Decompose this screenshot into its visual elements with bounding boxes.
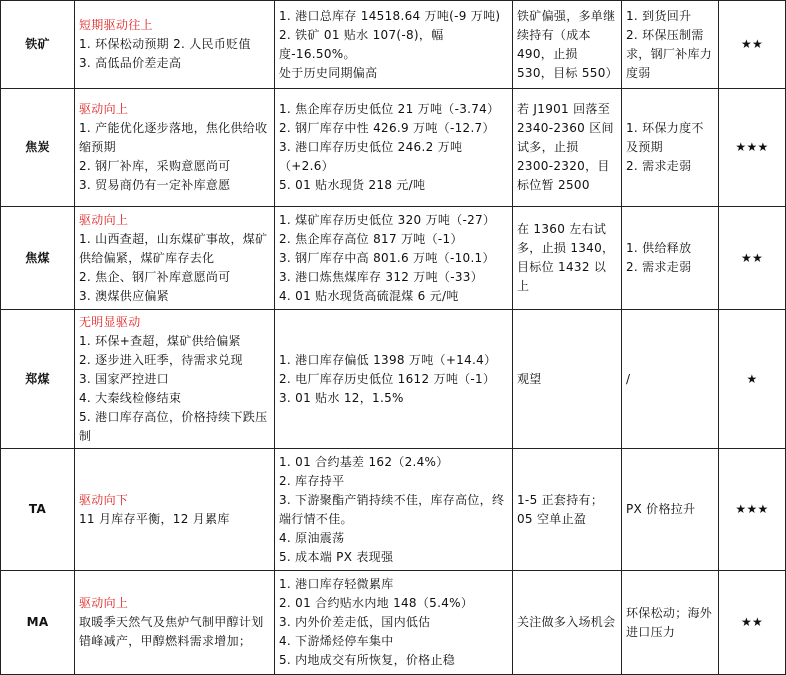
table-row [1, 207, 786, 310]
text-line: 2. 需求走弱 [626, 260, 692, 274]
drive-cell [75, 571, 275, 675]
text-line: 3. 澳煤供应偏紧 [79, 288, 169, 303]
text-line: 11 月库存平衡，12 月累库 [79, 511, 230, 526]
text-line: 环保松动；海外进口压力 [626, 605, 713, 639]
text-line: 1. 环保松动预期 2. 人民币贬值 [79, 37, 251, 51]
text-line: 2. 焦企库存高位 817 万吨（-1） [279, 231, 463, 246]
text-line: 4. 大秦线检修结束 [79, 390, 182, 405]
text-line: 3. 高低品价差走高 [79, 56, 182, 70]
strategy-cell: 1-5 正套持有；05 空单止盈 [513, 449, 622, 571]
text-line: 处于历史同期偏高 [279, 65, 378, 80]
fundamentals-cell [275, 310, 513, 449]
table-row [1, 571, 786, 675]
text-line: 4. 01 贴水现货高硫混煤 6 元/吨 [279, 288, 459, 303]
text-line: 2. 逐步进入旺季，待需求兑现 [79, 352, 243, 367]
text-line: 1. 煤矿库存历史低位 320 万吨（-27） [279, 212, 496, 227]
text-line: 2. 钢厂库存中性 426.9 万吨（-12.7） [279, 121, 495, 135]
fundamentals-cell [275, 449, 513, 571]
text-line: 3. 贸易商仍有一定补库意愿 [79, 178, 231, 192]
text-line: 1. 供给释放 [626, 241, 692, 255]
text-line: 5. 内地成交有所恢复，价格止稳 [279, 653, 456, 667]
table-row [1, 310, 786, 449]
drive-direction: 无明显驱动 [79, 314, 141, 329]
rating-stars: ★★★ [719, 89, 786, 207]
text-line: 1. 港口总库存 14518.64 万吨(-9 万吨) [279, 8, 501, 23]
text-line: 1. 港口库存偏低 1398 万吨（+14.4） [279, 352, 497, 367]
text-line: 2. 钢厂补库，采购意愿尚可 [79, 159, 231, 173]
strategy-cell: 关注做多入场机会 [513, 571, 622, 675]
risk-cell [622, 207, 719, 310]
risk-cell [622, 310, 719, 449]
fundamentals-cell [275, 89, 513, 207]
commodity-name: 铁矿 [1, 1, 75, 89]
text-line: 3. 国家严控进口 [79, 371, 169, 386]
drive-direction: 驱动向上 [79, 596, 129, 610]
commodity-name: 郑煤 [1, 310, 75, 449]
rating-stars: ★★ [719, 571, 786, 675]
strategy-cell: 观望 [513, 310, 622, 449]
risk-cell [622, 89, 719, 207]
text-line: 1. 山西查超，山东煤矿事故，煤矿供给偏紧，煤矿库存去化 [79, 231, 268, 265]
fundamentals-cell [275, 1, 513, 89]
strategy-cell: 在 1360 左右试多，止损 1340，目标位 1432 以上 [513, 207, 622, 310]
text-line: 2. 铁矿 01 贴水 107(-8)，幅度-16.50%。 [279, 27, 444, 61]
text-line: 1. 环保+查超，煤矿供给偏紧 [79, 333, 241, 348]
text-line: 取暖季天然气及焦炉气制甲醇计划错峰减产，甲醇燃料需求增加； [79, 615, 264, 648]
text-line: 5. 01 贴水现货 218 元/吨 [279, 178, 426, 192]
table-row [1, 89, 786, 207]
text-line: 5. 成本端 PX 表现强 [279, 549, 394, 564]
drive-direction: 驱动向下 [79, 492, 129, 507]
strategy-cell: 若 J1901 回落至 2340-2360 区间试多，止损 2300-2320，目标位暂 2500 [513, 89, 622, 207]
commodity-name: 焦煤 [1, 207, 75, 310]
text-line: 1. 焦企库存历史低位 21 万吨（-3.74） [279, 102, 500, 116]
text-line: PX 价格拉升 [626, 502, 696, 516]
text-line: 1. 01 合约基差 162（2.4%） [279, 454, 449, 469]
rating-stars: ★★ [719, 1, 786, 89]
drive-cell [75, 207, 275, 310]
drive-cell [75, 1, 275, 89]
commodity-name: TA [1, 449, 75, 571]
text-line: 2. 焦企、钢厂补库意愿尚可 [79, 269, 231, 284]
drive-cell [75, 449, 275, 571]
text-line: 3. 01 贴水 12，1.5% [279, 390, 404, 405]
rating-stars: ★★ [719, 207, 786, 310]
drive-direction: 驱动向上 [79, 212, 129, 227]
text-line: 3. 港口库存历史低位 246.2 万吨（+2.6） [279, 140, 463, 173]
text-line: 5. 港口库存高位，价格持续下跌压制 [79, 409, 268, 443]
text-line: 2. 01 合约贴水内地 148（5.4%） [279, 596, 474, 610]
table-row [1, 1, 786, 89]
text-line: 3. 下游聚酯产销持续不佳，库存高位，终端行情不佳。 [279, 492, 505, 526]
text-line: 2. 电厂库存历史低位 1612 万吨（-1） [279, 371, 496, 386]
rating-stars: ★★★ [719, 449, 786, 571]
rating-stars: ★ [719, 310, 786, 449]
commodity-name: MA [1, 571, 75, 675]
text-line: 1. 产能优化逐步落地，焦化供给收缩预期 [79, 121, 268, 154]
text-line: 2. 库存持平 [279, 473, 345, 488]
text-line: 1. 环保力度不及预期 [626, 121, 704, 154]
drive-direction: 驱动向上 [79, 102, 129, 116]
drive-direction: 短期驱动往上 [79, 18, 153, 32]
fundamentals-cell [275, 571, 513, 675]
commodity-name: 焦炭 [1, 89, 75, 207]
text-line: 2. 环保压制需求，钢厂补库力度弱 [626, 27, 713, 80]
risk-cell [622, 449, 719, 571]
drive-cell [75, 310, 275, 449]
text-line: 4. 下游烯烃停车集中 [279, 634, 394, 648]
strategy-cell: 铁矿偏强，多单继续持有（成本 490，止损 530，目标 550） [513, 1, 622, 89]
risk-cell [622, 1, 719, 89]
text-line: 3. 内外价差走低，国内低估 [279, 615, 431, 629]
table-row [1, 449, 786, 571]
risk-cell [622, 571, 719, 675]
text-line: / [626, 371, 631, 386]
text-line: 1. 到货回升 [626, 8, 692, 23]
text-line: 2. 需求走弱 [626, 159, 692, 173]
text-line: 1. 港口库存轻微累库 [279, 577, 394, 591]
text-line: 3. 钢厂库存中高 801.6 万吨（-10.1） [279, 250, 495, 265]
drive-cell [75, 89, 275, 207]
text-line: 4. 原油震荡 [279, 530, 345, 545]
fundamentals-cell [275, 207, 513, 310]
text-line: 3. 港口炼焦煤库存 312 万吨（-33） [279, 269, 483, 284]
